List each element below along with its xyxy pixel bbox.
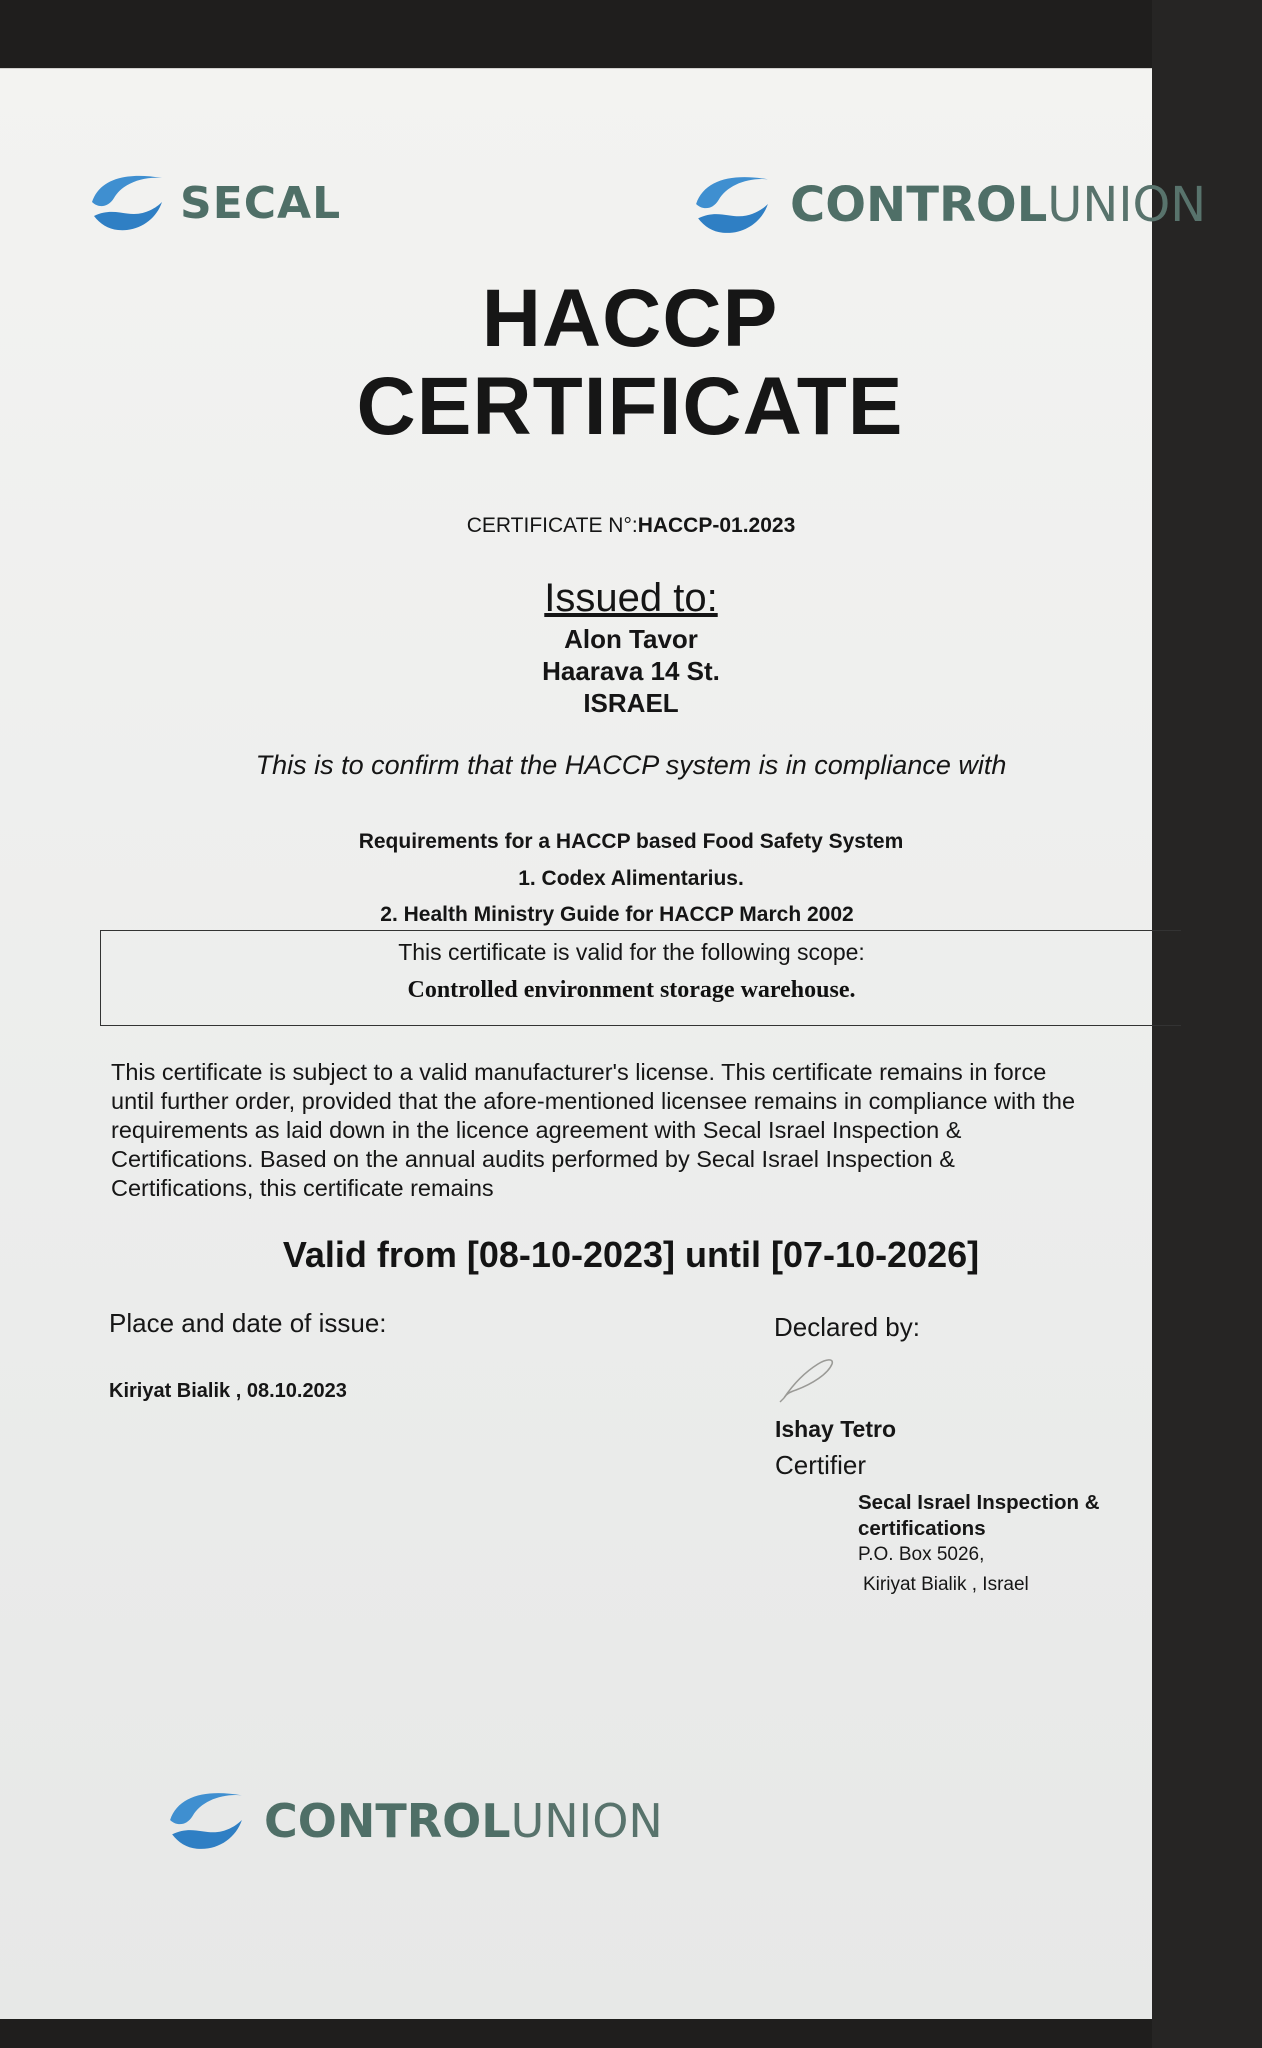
- place-date-value: Kiriyat Bialik , 08.10.2023: [109, 1380, 347, 1402]
- requirement-item-1: 1. Codex Alimentarius.: [518, 867, 744, 890]
- scope-box: [100, 930, 1181, 1026]
- certificate-number: [0, 514, 1262, 538]
- secal-wave-icon: [88, 168, 166, 238]
- control-union-light: UNION: [1047, 177, 1207, 233]
- declared-by-label: Declared by:: [774, 1312, 920, 1342]
- requirements-heading: Requirements for a HACCP based Food Safety System: [358, 830, 904, 853]
- control-union-bottom-light: UNION: [510, 1794, 663, 1848]
- signer-name: Ishay Tetro: [775, 1416, 896, 1442]
- issuer-organization: [858, 1490, 1158, 1542]
- scope-text: Controlled environment storage warehouse.: [407, 977, 856, 1003]
- issuer-org-line-1: Secal Israel Inspection &: [858, 1491, 1100, 1514]
- validity-period: Valid from [08-10-2023] until [07-10-2026]: [282, 1234, 980, 1275]
- issued-to-street: Haarava 14 St.: [542, 656, 720, 686]
- secal-logo-text: SECAL: [180, 177, 342, 229]
- scope-intro: This certificate is valid for the following scope:: [398, 939, 865, 965]
- signer-role: Certifier: [775, 1450, 867, 1480]
- control-union-logo-bottom: [166, 1784, 663, 1858]
- control-union-bold: CONTROL: [790, 177, 1048, 233]
- control-union-logo-top: [692, 168, 1206, 242]
- title-line-2: CERTIFICATE: [356, 361, 904, 452]
- certificate-number-label: CERTIFICATE N°:: [466, 514, 638, 537]
- issuer-city: Kiriyat Bialik , Israel: [863, 1574, 1029, 1595]
- control-union-logo-text: [790, 177, 1206, 233]
- control-union-wave-icon: [692, 168, 772, 242]
- control-union-bottom-bold: CONTROL: [264, 1794, 511, 1848]
- signature: [778, 1352, 840, 1404]
- secal-logo: [88, 168, 341, 238]
- issuer-po-box: P.O. Box 5026,: [858, 1544, 985, 1565]
- requirement-item-2: 2. Health Ministry Guide for HACCP March 2002: [380, 903, 854, 926]
- title-line-1: HACCP: [481, 273, 779, 364]
- control-union-bottom-text: [264, 1794, 663, 1848]
- place-date-label: Place and date of issue:: [109, 1308, 387, 1338]
- issued-to-label: Issued to:: [544, 576, 718, 620]
- terms-paragraph: This certificate is subject to a valid manufacturer's license. This certificate remains in force until further order, provided that the afore-mentioned licensee remains in compliance with the requirements as laid down in the licence agreement with Secal Israel Inspection & Certifications. Based on the annual audits performed by Secal Israel Inspection & Certifications, this certificate remains: [111, 1059, 1076, 1201]
- issuer-org-line-2: certifications: [858, 1517, 986, 1540]
- confirmation-statement: This is to confirm that the HACCP system is in compliance with: [255, 750, 1007, 780]
- control-union-bottom-wave-icon: [166, 1784, 246, 1858]
- issued-to-country: ISRAEL: [583, 688, 679, 718]
- certificate-number-value: HACCP-01.2023: [637, 514, 796, 537]
- issued-to-name: Alon Tavor: [564, 624, 698, 654]
